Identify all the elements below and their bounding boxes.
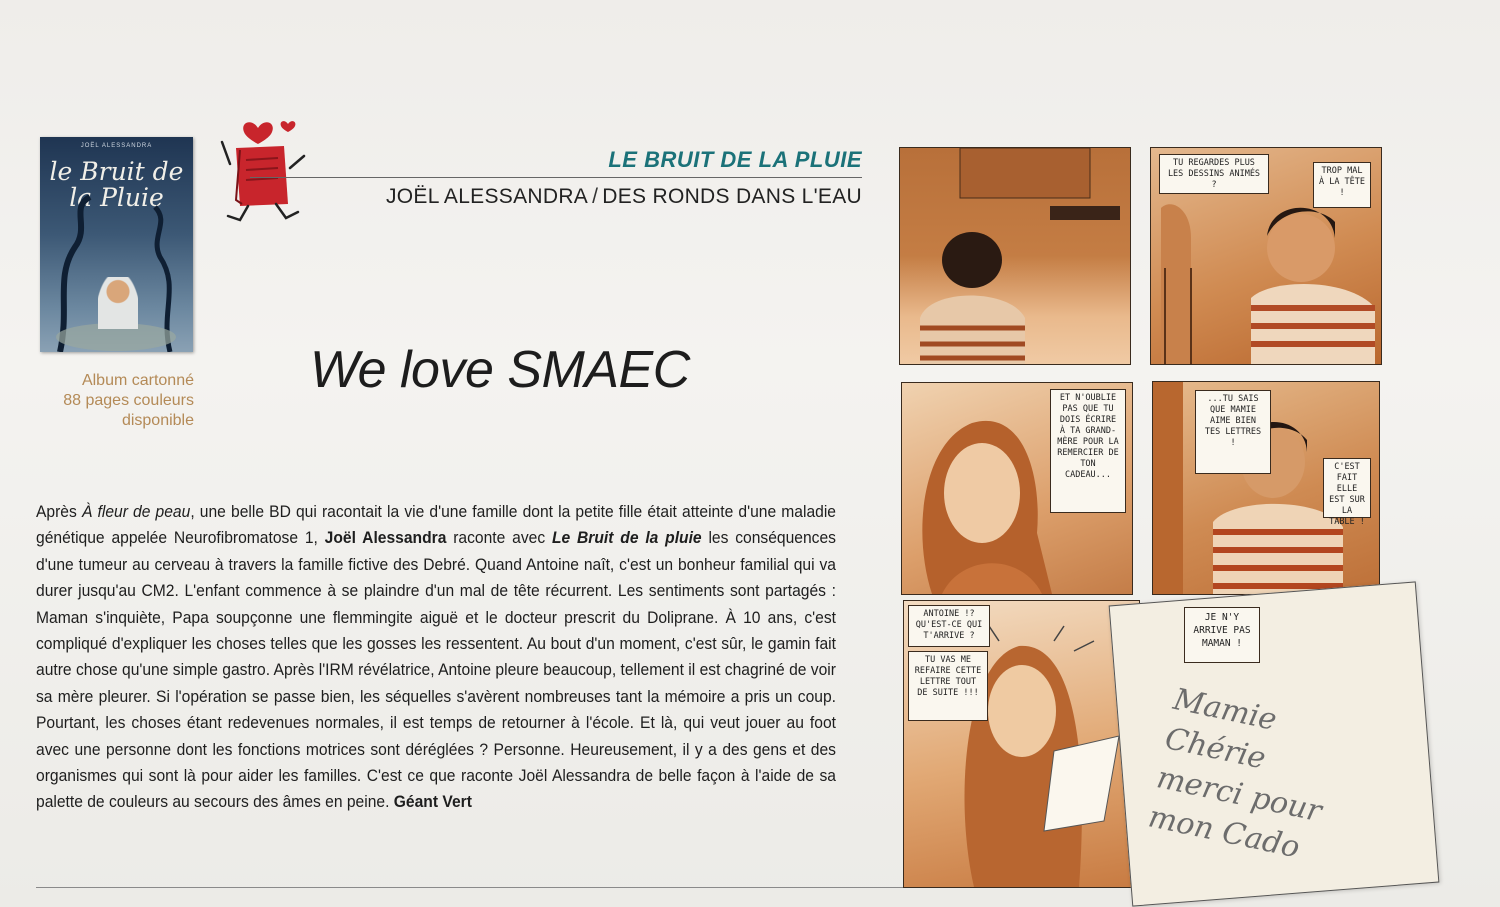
speech-bubble: TU REGARDES PLUS LES DESSINS ANIMÉS ? <box>1159 154 1269 194</box>
article-text: raconte avec <box>446 529 552 548</box>
speech-bubble: ANTOINE !? QU'EST-CE QUI T'ARRIVE ? <box>908 605 990 647</box>
cover-caption <box>30 371 194 431</box>
speech-bubble: TROP MAL À LA TÊTE ! <box>1313 162 1371 208</box>
speech-bubble: JE N'Y ARRIVE PAS MAMAN ! <box>1184 607 1260 663</box>
panel-1-art <box>900 148 1130 364</box>
speech-bubble: C'EST FAIT ELLE EST SUR LA TABLE ! <box>1323 458 1371 518</box>
speech-bubble: ET N'OUBLIE PAS QUE TU DOIS ÉCRIRE À TA GRAND-MÈRE POUR LA REMERCIER DE TON CADEAU... <box>1050 389 1126 513</box>
byline-author: JOËL ALESSANDRA <box>385 185 589 208</box>
heart-icon <box>281 121 296 132</box>
byline-publisher: DES RONDS DANS L'EAU <box>602 185 862 208</box>
cover-title: le Bruit de la Pluie <box>49 157 184 212</box>
book-title: LE BRUIT DE LA PLUIE <box>608 147 862 172</box>
article-body <box>36 499 836 816</box>
comic-panel-2 <box>1150 147 1382 365</box>
cover-caption-line: Album cartonné <box>81 372 194 389</box>
speech-bubble: ...TU SAIS QUE MAMIE AIME BIEN TES LETTRES ! <box>1195 390 1271 474</box>
cover-author: JOËL ALESSANDRA <box>80 143 153 149</box>
cover-caption-line: 88 pages couleurs <box>63 392 194 409</box>
article-book-title: Le Bruit de la pluie <box>551 529 702 548</box>
article-author: Joël Alessandra <box>324 529 447 548</box>
header-divider <box>250 177 862 178</box>
article-signature: Géant Vert <box>393 793 472 812</box>
article-text: , une belle BD qui racontait la vie d'une famille dont la petite fille était atteinte d'une maladie génétique appelée Neurofibromatose 1, <box>36 503 836 548</box>
book-cover-image <box>40 137 193 352</box>
comic-panel-1 <box>899 147 1131 365</box>
heart-icon <box>243 122 273 144</box>
article-text: les conséquences d'une tumeur au cerveau à travers la famille fictive des Debré. Quand Antoine naît, c'est un bonheur familial qui va durer jusqu'au CM2. L'enfant commence à se plaindre d'un mal de tête récurrent. Les sentiments sont partagés : Maman s'inquiète, Papa soupçonne une flemmingite aiguë et le docteur prescrit du Doliprane. À 10 ans, c'est compliqué d'expliquer les choses telles que les gosses les ressentent. Au bout d'un moment, c'est sûr, le gamin fait autre chose qu'une simple gastro. Après l'IRM révélatrice, Antoine pleure beaucoup, tellement il est chagriné de voir sa mère pleurer. Si l'opération se passe bien, les séquelles s'avèrent nombreuses tant la mémoire a pris un coup. Pourtant, les choses étant redevenues normales, il est temps de retourner à l'école. Et là, qui veut jouer au foot avec une personne dont les fonctions motrices sont déréglées ? Personne. Heureusement, il y a des gens et des organismes qui sont là pour aider les familles. C'est ce que raconte Joël Alessandra de belle façon à l'aide de sa palette de couleurs au secours des âmes en peine. <box>36 529 836 812</box>
headline: We love SMAEC <box>310 341 690 399</box>
byline-separator: / <box>592 185 599 208</box>
handwritten-letter: Mamie Chérie merci pour mon Cado <box>1145 681 1325 866</box>
speech-bubble: TU VAS ME REFAIRE CETTE LETTRE TOUT DE SUITE !!! <box>908 651 988 721</box>
comic-panel-4 <box>1152 381 1380 595</box>
comic-panel-3 <box>901 382 1133 595</box>
cover-boy-illustration <box>98 277 138 329</box>
comic-panel-5 <box>903 600 1140 888</box>
reader-mascot-icon <box>218 108 314 224</box>
article-book-title: À fleur de peau <box>81 503 191 521</box>
byline <box>330 185 862 209</box>
cover-caption-line: disponible <box>121 412 194 429</box>
article-text: Après <box>36 503 82 521</box>
